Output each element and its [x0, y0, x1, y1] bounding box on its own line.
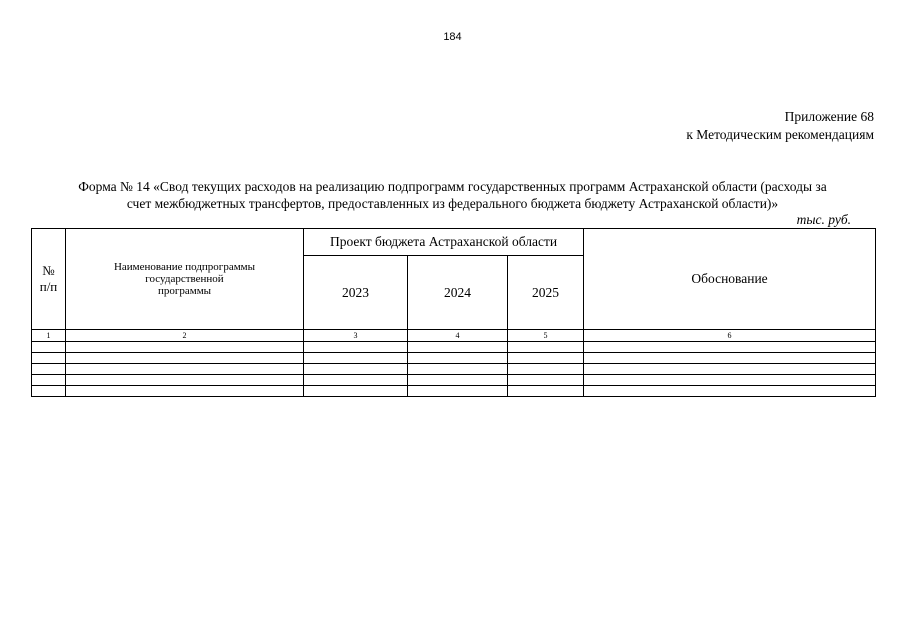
expenses-table	[31, 228, 876, 397]
header-year-2023: 2023	[304, 256, 408, 330]
form-title	[28, 178, 877, 212]
table-row	[32, 375, 876, 386]
table-cell	[32, 342, 66, 353]
form-title-line-1: Форма № 14 «Свод текущих расходов на реализацию подпрограмм государственных программ Астраханской области (расходы за	[78, 179, 827, 194]
table-cell	[508, 342, 584, 353]
header-justification: Обоснование	[584, 229, 876, 330]
table-cell	[304, 375, 408, 386]
table-cell	[508, 353, 584, 364]
table-cell	[508, 386, 584, 397]
table-cell	[66, 375, 304, 386]
table-cell	[66, 364, 304, 375]
column-index-5: 5	[508, 330, 584, 342]
column-index-1: 1	[32, 330, 66, 342]
table-cell	[304, 342, 408, 353]
table-cell	[66, 386, 304, 397]
column-index-3: 3	[304, 330, 408, 342]
table-cell	[304, 364, 408, 375]
table-cell	[408, 375, 508, 386]
table-cell	[584, 353, 876, 364]
table-row	[32, 364, 876, 375]
table-cell	[304, 386, 408, 397]
table-cell	[304, 353, 408, 364]
table-cell	[32, 364, 66, 375]
units-label: тыс. руб.	[796, 212, 851, 227]
column-index-4: 4	[408, 330, 508, 342]
table-cell	[584, 342, 876, 353]
table-cell	[32, 353, 66, 364]
table-cell	[408, 342, 508, 353]
table-row	[32, 342, 876, 353]
header-row-number	[32, 229, 66, 330]
table-cell	[66, 342, 304, 353]
column-index-2: 2	[66, 330, 304, 342]
table-cell	[32, 386, 66, 397]
table-cell	[408, 386, 508, 397]
table-row	[32, 386, 876, 397]
header-year-2025: 2025	[508, 256, 584, 330]
appendix-title: Приложение 68	[784, 109, 874, 124]
column-index-row	[32, 330, 876, 342]
header-subprogram-name-line-3: программы	[157, 285, 212, 297]
page-number: 184	[443, 31, 462, 43]
appendix-note	[686, 108, 874, 144]
table-cell	[408, 364, 508, 375]
appendix-reference: к Методическим рекомендациям	[686, 127, 874, 142]
header-year-2024: 2024	[408, 256, 508, 330]
table-cell	[584, 375, 876, 386]
form-title-line-2: счет межбюджетных трансфертов, предоставленных из федерального бюджета бюджету Астраханской области)»	[126, 196, 779, 211]
table-cell	[508, 375, 584, 386]
column-index-6: 6	[584, 330, 876, 342]
table-cell	[508, 364, 584, 375]
table-cell	[584, 386, 876, 397]
table-cell	[66, 353, 304, 364]
header-subprogram-name	[66, 229, 304, 330]
table-row	[32, 353, 876, 364]
header-row-number-sign: №	[42, 263, 55, 278]
header-budget-project: Проект бюджета Астраханской области	[304, 229, 584, 256]
header-subprogram-name-line-1: Наименование подпрограммы	[113, 261, 256, 273]
header-subprogram-name-line-2: государственной	[145, 273, 224, 285]
table-cell	[584, 364, 876, 375]
table-cell	[32, 375, 66, 386]
header-row-number-abbr: п/п	[39, 279, 58, 294]
table-cell	[408, 353, 508, 364]
